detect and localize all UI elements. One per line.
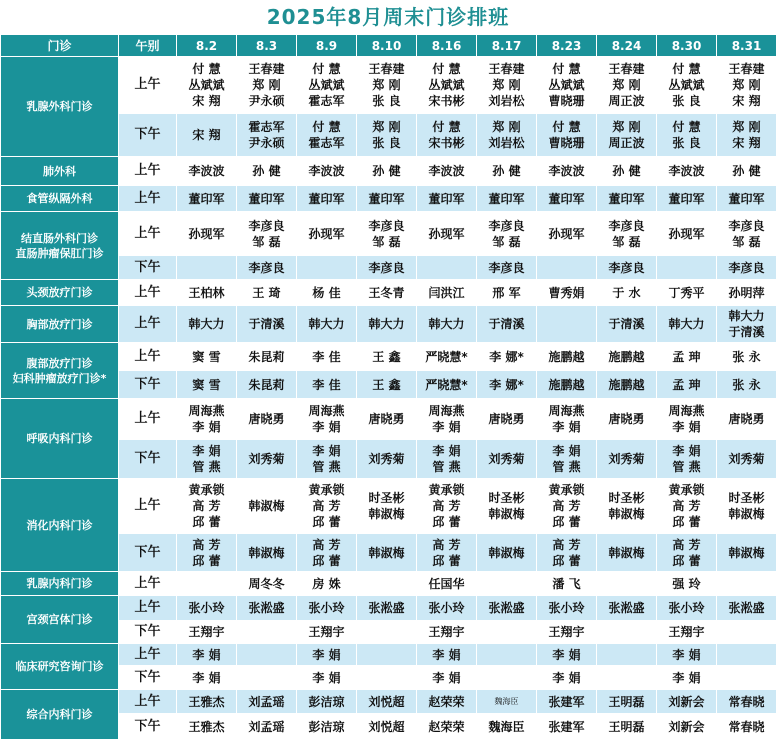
doctor-cell: 李 佳: [297, 371, 357, 399]
doctor-cell: 于清溪: [477, 306, 537, 343]
doctor-cell: 李波波: [297, 157, 357, 186]
department-cell: 食管纵隔外科: [1, 186, 119, 212]
doctor-cell: 李彦良 邹 磊: [597, 212, 657, 256]
doctor-cell: 刘秀菊: [597, 440, 657, 479]
doctor-cell: [357, 666, 417, 690]
doctor-cell: 韩淑梅: [597, 534, 657, 572]
doctor-cell: 张淞盛: [477, 596, 537, 621]
shift-cell: 上午: [119, 212, 177, 256]
table-row: [1, 186, 776, 212]
doctor-cell: 韩大力: [657, 306, 717, 343]
doctor-cell: [357, 621, 417, 644]
doctor-cell: 王翔宇: [537, 621, 597, 644]
doctor-cell: 常春晓: [717, 714, 776, 740]
shift-cell: 下午: [119, 534, 177, 572]
doctor-cell: 魏海臣: [477, 690, 537, 714]
doctor-cell: 李彦良 邹 磊: [477, 212, 537, 256]
doctor-cell: 董印军: [357, 186, 417, 212]
department-cell: 腹部放疗门诊 妇科肿瘤放疗门诊*: [1, 343, 119, 399]
department-cell: 结直肠外科门诊 直肠肿瘤保肛门诊: [1, 212, 119, 280]
doctor-cell: 韩大力: [417, 306, 477, 343]
doctor-cell: 张淞盛: [597, 596, 657, 621]
doctor-cell: 李波波: [417, 157, 477, 186]
table-row: [1, 399, 776, 440]
table-row: [1, 596, 776, 621]
doctor-cell: 高 芳 邱 蕾: [417, 534, 477, 572]
doctor-cell: 严晓慧*: [417, 371, 477, 399]
doctor-cell: 孙 健: [357, 157, 417, 186]
shift-cell: 上午: [119, 186, 177, 212]
doctor-cell: 郑 刚 宋 翔: [717, 114, 776, 157]
doctor-cell: 黄承锁 高 芳 邱 蕾: [657, 479, 717, 534]
doctor-cell: 于清溪: [597, 306, 657, 343]
doctor-cell: 彭洁琼: [297, 714, 357, 740]
doctor-cell: 李 娟: [417, 644, 477, 666]
doctor-cell: [237, 644, 297, 666]
doctor-cell: 施鹏越: [537, 343, 597, 371]
doctor-cell: [597, 644, 657, 666]
table-row: [1, 157, 776, 186]
doctor-cell: 王翔宇: [657, 621, 717, 644]
doctor-cell: [357, 572, 417, 596]
doctor-cell: 付 慧 张 良: [657, 114, 717, 157]
doctor-cell: [477, 572, 537, 596]
doctor-cell: 孙 健: [477, 157, 537, 186]
doctor-cell: 李彦良: [237, 256, 297, 280]
doctor-cell: 窦 雪: [177, 371, 237, 399]
doctor-cell: 丁秀平: [657, 280, 717, 306]
header-dept: 门诊: [1, 35, 119, 57]
doctor-cell: 高 芳 邱 蕾: [657, 534, 717, 572]
doctor-cell: [477, 666, 537, 690]
doctor-cell: 王翔宇: [417, 621, 477, 644]
doctor-cell: [657, 256, 717, 280]
doctor-cell: 韩淑梅: [477, 534, 537, 572]
table-row: [1, 343, 776, 371]
page-title: 2025年8月周末门诊排班: [266, 5, 510, 29]
doctor-cell: [177, 572, 237, 596]
doctor-cell: 张小玲: [177, 596, 237, 621]
doctor-cell: 董印军: [537, 186, 597, 212]
doctor-cell: 任国华: [417, 572, 477, 596]
doctor-cell: [717, 621, 776, 644]
doctor-cell: 董印军: [597, 186, 657, 212]
doctor-cell: 王春建 郑 刚 宋 翔: [717, 57, 776, 114]
shift-cell: 上午: [119, 343, 177, 371]
table-row: [1, 306, 776, 343]
doctor-cell: 唐晓勇: [477, 399, 537, 440]
doctor-cell: [357, 644, 417, 666]
doctor-cell: [537, 306, 597, 343]
doctor-cell: 李彦良: [477, 256, 537, 280]
doctor-cell: 张小玲: [537, 596, 597, 621]
shift-cell: 上午: [119, 280, 177, 306]
shift-cell: 下午: [119, 440, 177, 479]
department-cell: 头颈放疗门诊: [1, 280, 119, 306]
doctor-cell: 张淞盛: [237, 596, 297, 621]
doctor-cell: 付 慧 曹晓珊: [537, 114, 597, 157]
doctor-cell: 孙现军: [657, 212, 717, 256]
doctor-cell: 王冬青: [357, 280, 417, 306]
doctor-cell: 郑 刚 周正波: [597, 114, 657, 157]
doctor-cell: 唐晓勇: [357, 399, 417, 440]
doctor-cell: 唐晓勇: [717, 399, 776, 440]
doctor-cell: 孙现军: [417, 212, 477, 256]
doctor-cell: 施鹏越: [597, 343, 657, 371]
doctor-cell: 李波波: [177, 157, 237, 186]
doctor-cell: 王明磊: [597, 690, 657, 714]
doctor-cell: 邢 军: [477, 280, 537, 306]
doctor-cell: 董印军: [297, 186, 357, 212]
header-date: 8.30: [657, 35, 717, 57]
shift-cell: 下午: [119, 371, 177, 399]
doctor-cell: 郑 刚 张 良: [357, 114, 417, 157]
header-date: 8.17: [477, 35, 537, 57]
shift-cell: 下午: [119, 256, 177, 280]
doctor-cell: 李波波: [657, 157, 717, 186]
doctor-cell: 时圣彬 韩淑梅: [597, 479, 657, 534]
doctor-cell: 张建军: [537, 714, 597, 740]
doctor-cell: 于 水: [597, 280, 657, 306]
doctor-cell: 彭洁琼: [297, 690, 357, 714]
shift-cell: 上午: [119, 644, 177, 666]
doctor-cell: 王柏林: [177, 280, 237, 306]
doctor-cell: 王明磊: [597, 714, 657, 740]
shift-cell: 上午: [119, 399, 177, 440]
doctor-cell: 韩大力 于清溪: [717, 306, 776, 343]
doctor-cell: 唐晓勇: [237, 399, 297, 440]
doctor-cell: 郑 刚 刘岩松: [477, 114, 537, 157]
doctor-cell: [177, 256, 237, 280]
doctor-cell: [717, 572, 776, 596]
doctor-cell: 李 佳: [297, 343, 357, 371]
shift-cell: 上午: [119, 572, 177, 596]
doctor-cell: [537, 256, 597, 280]
doctor-cell: 刘秀菊: [477, 440, 537, 479]
doctor-cell: 赵荣荣: [417, 690, 477, 714]
doctor-cell: 强 玲: [657, 572, 717, 596]
shift-cell: 上午: [119, 57, 177, 114]
doctor-cell: 张淞盛: [357, 596, 417, 621]
doctor-cell: 王春建 郑 刚 尹永硕: [237, 57, 297, 114]
doctor-cell: 李 娟: [177, 644, 237, 666]
doctor-cell: 董印军: [177, 186, 237, 212]
doctor-cell: 李彦良 邹 磊: [237, 212, 297, 256]
doctor-cell: 董印军: [717, 186, 776, 212]
doctor-cell: 霍志军 尹永硕: [237, 114, 297, 157]
doctor-cell: 常春晓: [717, 690, 776, 714]
header-date: 8.9: [297, 35, 357, 57]
table-row: [1, 479, 776, 534]
doctor-cell: 董印军: [417, 186, 477, 212]
doctor-cell: 施鹏越: [597, 371, 657, 399]
doctor-cell: [717, 644, 776, 666]
doctor-cell: 孟 珅: [657, 371, 717, 399]
doctor-cell: 李 娟 管 燕: [417, 440, 477, 479]
table-row: [1, 57, 776, 114]
doctor-cell: 周海燕 李 娟: [537, 399, 597, 440]
doctor-cell: 李 娟: [657, 666, 717, 690]
doctor-cell: 张小玲: [417, 596, 477, 621]
doctor-cell: 王雅杰: [177, 690, 237, 714]
shift-cell: 下午: [119, 621, 177, 644]
doctor-cell: 李 娟: [537, 644, 597, 666]
doctor-cell: 高 芳 邱 蕾: [177, 534, 237, 572]
doctor-cell: 张 永: [717, 371, 776, 399]
header-date: 8.31: [717, 35, 776, 57]
shift-cell: 上午: [119, 596, 177, 621]
doctor-cell: 李彦良: [597, 256, 657, 280]
doctor-cell: 董印军: [657, 186, 717, 212]
doctor-cell: 付 慧 宋书彬: [417, 114, 477, 157]
doctor-cell: 刘悦超: [357, 690, 417, 714]
doctor-cell: 董印军: [477, 186, 537, 212]
shift-cell: 下午: [119, 714, 177, 740]
doctor-cell: 李彦良: [717, 256, 776, 280]
table-row: [1, 572, 776, 596]
doctor-cell: 张建军: [537, 690, 597, 714]
doctor-cell: 孙明萍: [717, 280, 776, 306]
department-cell: 肺外科: [1, 157, 119, 186]
doctor-cell: 窦 雪: [177, 343, 237, 371]
header-date: 8.10: [357, 35, 417, 57]
shift-cell: 下午: [119, 666, 177, 690]
doctor-cell: 刘新会: [657, 690, 717, 714]
doctor-cell: 孙现军: [537, 212, 597, 256]
doctor-cell: 刘秀菊: [237, 440, 297, 479]
department-cell: 宫颈宫体门诊: [1, 596, 119, 644]
doctor-cell: 黄承锁 高 芳 邱 蕾: [297, 479, 357, 534]
doctor-cell: 董印军: [237, 186, 297, 212]
doctor-cell: 周海燕 李 娟: [297, 399, 357, 440]
table-row: [1, 690, 776, 714]
department-cell: 乳腺外科门诊: [1, 57, 119, 157]
doctor-cell: 李 娟: [297, 644, 357, 666]
doctor-cell: 李 娟 管 燕: [657, 440, 717, 479]
doctor-cell: [477, 621, 537, 644]
doctor-cell: 高 芳 邱 蕾: [297, 534, 357, 572]
doctor-cell: 李 娜*: [477, 371, 537, 399]
doctor-cell: 李彦良: [357, 256, 417, 280]
shift-cell: 上午: [119, 479, 177, 534]
doctor-cell: 周海燕 李 娟: [657, 399, 717, 440]
header-date: 8.23: [537, 35, 597, 57]
doctor-cell: 赵荣荣: [417, 714, 477, 740]
doctor-cell: 孙 健: [237, 157, 297, 186]
department-cell: 消化内科门诊: [1, 479, 119, 572]
shift-cell: 上午: [119, 157, 177, 186]
doctor-cell: 付 慧 丛斌斌 宋 翔: [177, 57, 237, 114]
doctor-cell: 时圣彬 韩淑梅: [357, 479, 417, 534]
schedule-table: [0, 34, 776, 740]
doctor-cell: 刘新会: [657, 714, 717, 740]
doctor-cell: 王 鑫: [357, 371, 417, 399]
doctor-cell: 王 鑫: [357, 343, 417, 371]
doctor-cell: 王翔宇: [297, 621, 357, 644]
doctor-cell: 刘秀菊: [717, 440, 776, 479]
doctor-cell: [597, 621, 657, 644]
doctor-cell: 曹秀娟: [537, 280, 597, 306]
doctor-cell: 宋 翔: [177, 114, 237, 157]
doctor-cell: 孟 珅: [657, 343, 717, 371]
doctor-cell: [297, 256, 357, 280]
doctor-cell: [717, 666, 776, 690]
doctor-cell: 李波波: [537, 157, 597, 186]
doctor-cell: [477, 644, 537, 666]
doctor-cell: 李 娟 管 燕: [177, 440, 237, 479]
doctor-cell: 于清溪: [237, 306, 297, 343]
shift-cell: 上午: [119, 306, 177, 343]
doctor-cell: 李 娟 管 燕: [537, 440, 597, 479]
doctor-cell: 刘秀菊: [357, 440, 417, 479]
doctor-cell: 黄承锁 高 芳 邱 蕾: [177, 479, 237, 534]
doctor-cell: 韩大力: [177, 306, 237, 343]
doctor-cell: 时圣彬 韩淑梅: [477, 479, 537, 534]
doctor-cell: [237, 621, 297, 644]
department-cell: 呼吸内科门诊: [1, 399, 119, 479]
header-date: 8.16: [417, 35, 477, 57]
doctor-cell: 韩大力: [297, 306, 357, 343]
doctor-cell: 张小玲: [657, 596, 717, 621]
doctor-cell: 王 琦: [237, 280, 297, 306]
table-row: [1, 212, 776, 256]
header-date: 8.3: [237, 35, 297, 57]
doctor-cell: 付 慧 丛斌斌 曹晓珊: [537, 57, 597, 114]
doctor-cell: 付 慧 丛斌斌 张 良: [657, 57, 717, 114]
doctor-cell: 李 娟: [657, 644, 717, 666]
doctor-cell: 黄承锁 高 芳 邱 蕾: [417, 479, 477, 534]
doctor-cell: 朱昆莉: [237, 343, 297, 371]
doctor-cell: 周海燕 李 娟: [417, 399, 477, 440]
department-cell: 乳腺内科门诊: [1, 572, 119, 596]
doctor-cell: 张小玲: [297, 596, 357, 621]
doctor-cell: 付 慧 丛斌斌 宋书彬: [417, 57, 477, 114]
doctor-cell: 付 慧 霍志军: [297, 114, 357, 157]
doctor-cell: 韩淑梅: [237, 534, 297, 572]
doctor-cell: [597, 666, 657, 690]
doctor-cell: 孙 健: [597, 157, 657, 186]
doctor-cell: 李彦良 邹 磊: [717, 212, 776, 256]
doctor-cell: 王雅杰: [177, 714, 237, 740]
doctor-cell: 李 娟: [417, 666, 477, 690]
doctor-cell: 王春建 郑 刚 张 良: [357, 57, 417, 114]
doctor-cell: 刘悦超: [357, 714, 417, 740]
doctor-cell: 唐晓勇: [597, 399, 657, 440]
doctor-cell: 刘孟瑶: [237, 690, 297, 714]
doctor-cell: 周冬冬: [237, 572, 297, 596]
doctor-cell: [597, 572, 657, 596]
doctor-cell: 严晓慧*: [417, 343, 477, 371]
doctor-cell: 黄承锁 高 芳 邱 蕾: [537, 479, 597, 534]
header-date: 8.24: [597, 35, 657, 57]
doctor-cell: 孙现军: [297, 212, 357, 256]
doctor-cell: 李 娟 管 燕: [297, 440, 357, 479]
header-shift: 午别: [119, 35, 177, 57]
table-row: [1, 644, 776, 666]
doctor-cell: 李 娟: [537, 666, 597, 690]
doctor-cell: 王翔宇: [177, 621, 237, 644]
header-date: 8.2: [177, 35, 237, 57]
doctor-cell: 韩淑梅: [717, 534, 776, 572]
doctor-cell: 魏海臣: [477, 714, 537, 740]
doctor-cell: 李 娜*: [477, 343, 537, 371]
shift-cell: 上午: [119, 690, 177, 714]
doctor-cell: 韩淑梅: [237, 479, 297, 534]
doctor-cell: 刘孟瑶: [237, 714, 297, 740]
doctor-cell: 张 永: [717, 343, 776, 371]
doctor-cell: 房 姝: [297, 572, 357, 596]
department-cell: 综合内科门诊: [1, 690, 119, 740]
department-cell: 胸部放疗门诊: [1, 306, 119, 343]
header-row: [1, 35, 776, 57]
doctor-cell: 李彦良 邹 磊: [357, 212, 417, 256]
doctor-cell: 时圣彬 韩淑梅: [717, 479, 776, 534]
table-row: [1, 280, 776, 306]
doctor-cell: 李 娟: [177, 666, 237, 690]
doctor-cell: 潘 飞: [537, 572, 597, 596]
doctor-cell: [417, 256, 477, 280]
doctor-cell: 杨 佳: [297, 280, 357, 306]
doctor-cell: 孙现军: [177, 212, 237, 256]
doctor-cell: 付 慧 丛斌斌 霍志军: [297, 57, 357, 114]
shift-cell: 下午: [119, 114, 177, 157]
doctor-cell: 李 娟: [297, 666, 357, 690]
department-cell: 临床研究咨询门诊: [1, 644, 119, 690]
doctor-cell: 高 芳 邱 蕾: [537, 534, 597, 572]
doctor-cell: 王春建 郑 刚 周正波: [597, 57, 657, 114]
doctor-cell: 张淞盛: [717, 596, 776, 621]
doctor-cell: 王春建 郑 刚 刘岩松: [477, 57, 537, 114]
doctor-cell: 闫洪江: [417, 280, 477, 306]
doctor-cell: 韩大力: [357, 306, 417, 343]
doctor-cell: 周海燕 李 娟: [177, 399, 237, 440]
doctor-cell: 韩淑梅: [357, 534, 417, 572]
doctor-cell: [237, 666, 297, 690]
doctor-cell: 孙 健: [717, 157, 776, 186]
doctor-cell: 施鹏越: [537, 371, 597, 399]
doctor-cell: 朱昆莉: [237, 371, 297, 399]
